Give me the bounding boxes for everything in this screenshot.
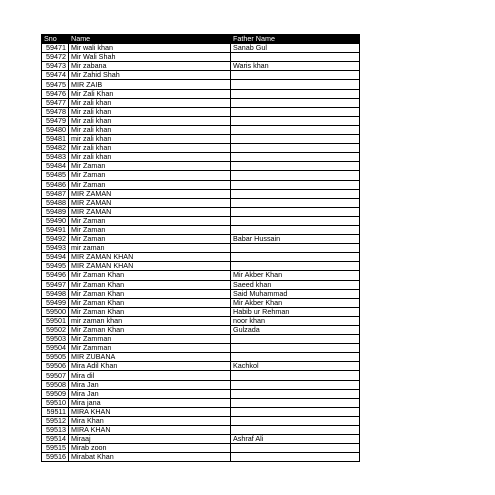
cell-sno[interactable]: 59477	[42, 98, 69, 107]
cell-sno[interactable]: 59493	[42, 244, 69, 253]
table-row	[42, 453, 360, 462]
cell-name[interactable]: Mir Zaman Khan	[69, 271, 231, 280]
table-row	[42, 362, 360, 371]
table-row	[42, 216, 360, 225]
cell-father-name[interactable]	[231, 353, 360, 362]
table-row	[42, 389, 360, 398]
cell-name[interactable]: Mira Adil Khan	[69, 362, 231, 371]
cell-father-name[interactable]	[231, 407, 360, 416]
cell-name[interactable]: MIR ZAMAN KHAN	[69, 253, 231, 262]
table-row	[42, 198, 360, 207]
table-row	[42, 107, 360, 116]
cell-sno[interactable]: 59507	[42, 371, 69, 380]
cell-father-name[interactable]	[231, 98, 360, 107]
table-row	[42, 298, 360, 307]
cell-father-name[interactable]	[231, 416, 360, 425]
cell-name[interactable]: Mir Zaman	[69, 225, 231, 234]
table-row	[42, 98, 360, 107]
cell-sno[interactable]: 59486	[42, 180, 69, 189]
cell-sno[interactable]: 59512	[42, 416, 69, 425]
table-row	[42, 162, 360, 171]
cell-sno[interactable]: 59501	[42, 316, 69, 325]
cell-name[interactable]: Mir Zaman	[69, 235, 231, 244]
cell-sno[interactable]: 59508	[42, 380, 69, 389]
cell-father-name[interactable]	[231, 162, 360, 171]
cell-father-name[interactable]	[231, 444, 360, 453]
cell-name[interactable]: MIR ZAMAN KHAN	[69, 262, 231, 271]
cell-name[interactable]: Mir Zaman Khan	[69, 326, 231, 335]
cell-sno[interactable]: 59497	[42, 280, 69, 289]
table-row	[42, 144, 360, 153]
cell-sno[interactable]: 59499	[42, 298, 69, 307]
cell-father-name[interactable]	[231, 198, 360, 207]
cell-father-name[interactable]: Mir Akber Khan	[231, 298, 360, 307]
cell-sno[interactable]: 59485	[42, 171, 69, 180]
cell-sno[interactable]: 59513	[42, 426, 69, 435]
cell-father-name[interactable]	[231, 225, 360, 234]
cell-father-name[interactable]	[231, 180, 360, 189]
cell-father-name[interactable]	[231, 216, 360, 225]
cell-sno[interactable]: 59482	[42, 144, 69, 153]
cell-sno[interactable]: 59484	[42, 162, 69, 171]
table-row	[42, 125, 360, 134]
table-row	[42, 335, 360, 344]
table-row	[42, 280, 360, 289]
cell-name[interactable]: Mir Zaman	[69, 216, 231, 225]
cell-sno[interactable]: 59500	[42, 307, 69, 316]
cell-name[interactable]: Mir Zaman	[69, 180, 231, 189]
table-row	[42, 371, 360, 380]
cell-name[interactable]: Mir Zaman Khan	[69, 280, 231, 289]
cell-name[interactable]: Mira Jan	[69, 389, 231, 398]
cell-father-name[interactable]	[231, 144, 360, 153]
cell-father-name[interactable]	[231, 244, 360, 253]
cell-name[interactable]: Mir zali khan	[69, 144, 231, 153]
cell-sno[interactable]: 59495	[42, 262, 69, 271]
cell-sno[interactable]: 59502	[42, 326, 69, 335]
header-sno: Sno	[42, 35, 69, 44]
table-row	[42, 407, 360, 416]
cell-name[interactable]: mir zali khan	[69, 135, 231, 144]
cell-father-name[interactable]	[231, 426, 360, 435]
cell-name[interactable]: Mir Zali Khan	[69, 89, 231, 98]
cell-sno[interactable]: 59476	[42, 89, 69, 98]
table-row	[42, 289, 360, 298]
cell-father-name[interactable]: Kachkol	[231, 362, 360, 371]
table-row	[42, 171, 360, 180]
cell-name[interactable]: MIRA KHAN	[69, 407, 231, 416]
cell-father-name[interactable]: Gulzada	[231, 326, 360, 335]
cell-name[interactable]: MIRA KHAN	[69, 426, 231, 435]
cell-sno[interactable]: 59515	[42, 444, 69, 453]
cell-father-name[interactable]	[231, 135, 360, 144]
table-row	[42, 89, 360, 98]
cell-name[interactable]: Mir zali khan	[69, 116, 231, 125]
header-father-name: Father Name	[231, 35, 360, 44]
table-row	[42, 135, 360, 144]
cell-father-name[interactable]: Waris khan	[231, 62, 360, 71]
cell-father-name[interactable]	[231, 207, 360, 216]
cell-name[interactable]: Mira dil	[69, 371, 231, 380]
cell-sno[interactable]: 59506	[42, 362, 69, 371]
cell-father-name[interactable]	[231, 89, 360, 98]
cell-name[interactable]: Mira Jan	[69, 380, 231, 389]
cell-name[interactable]: Mirabat Khan	[69, 453, 231, 462]
cell-sno[interactable]: 59503	[42, 335, 69, 344]
cell-sno[interactable]: 59505	[42, 353, 69, 362]
cell-sno[interactable]: 59496	[42, 271, 69, 280]
cell-father-name[interactable]	[231, 335, 360, 344]
cell-father-name[interactable]	[231, 398, 360, 407]
cell-name[interactable]: Mira jana	[69, 398, 231, 407]
cell-father-name[interactable]: Habib ur Rehman	[231, 307, 360, 316]
cell-name[interactable]: MIR ZAMAN	[69, 207, 231, 216]
cell-father-name[interactable]: Said Muhammad	[231, 289, 360, 298]
cell-name[interactable]: Mir Zamman	[69, 335, 231, 344]
cell-sno[interactable]: 59488	[42, 198, 69, 207]
cell-father-name[interactable]: Saeed khan	[231, 280, 360, 289]
cell-sno[interactable]: 59474	[42, 71, 69, 80]
header-row	[42, 35, 360, 44]
table-row	[42, 316, 360, 325]
cell-father-name[interactable]: Babar Hussain	[231, 235, 360, 244]
cell-sno[interactable]: 59516	[42, 453, 69, 462]
cell-name[interactable]: Miraaj	[69, 435, 231, 444]
cell-name[interactable]: Mir Wali Shah	[69, 53, 231, 62]
table-row	[42, 344, 360, 353]
table-row	[42, 235, 360, 244]
table-row	[42, 353, 360, 362]
cell-father-name[interactable]	[231, 371, 360, 380]
table-row	[42, 253, 360, 262]
cell-father-name[interactable]	[231, 253, 360, 262]
cell-sno[interactable]: 59498	[42, 289, 69, 298]
header-name: Name	[69, 35, 231, 44]
cell-father-name[interactable]	[231, 116, 360, 125]
cell-father-name[interactable]: noor khan	[231, 316, 360, 325]
cell-sno[interactable]: 59514	[42, 435, 69, 444]
table-row	[42, 207, 360, 216]
table-row	[42, 398, 360, 407]
cell-father-name[interactable]	[231, 125, 360, 134]
cell-sno[interactable]: 59473	[42, 62, 69, 71]
table-row	[42, 416, 360, 425]
table-row	[42, 71, 360, 80]
table-row	[42, 444, 360, 453]
cell-name[interactable]: Mir zali khan	[69, 107, 231, 116]
cell-father-name[interactable]: Ashraf Ali	[231, 435, 360, 444]
cell-father-name[interactable]: Sanab Gul	[231, 44, 360, 53]
table-row	[42, 53, 360, 62]
cell-name[interactable]: Mir Zaman	[69, 171, 231, 180]
cell-father-name[interactable]	[231, 389, 360, 398]
table-row	[42, 435, 360, 444]
cell-father-name[interactable]	[231, 344, 360, 353]
cell-name[interactable]: Mir Zaman Khan	[69, 307, 231, 316]
cell-sno[interactable]: 59478	[42, 107, 69, 116]
cell-name[interactable]: Mir Zahid Shah	[69, 71, 231, 80]
cell-sno[interactable]: 59480	[42, 125, 69, 134]
cell-sno[interactable]: 59492	[42, 235, 69, 244]
cell-sno[interactable]: 59511	[42, 407, 69, 416]
cell-sno[interactable]: 59489	[42, 207, 69, 216]
cell-father-name[interactable]	[231, 107, 360, 116]
cell-sno[interactable]: 59481	[42, 135, 69, 144]
cell-name[interactable]: Mir zali khan	[69, 125, 231, 134]
cell-name[interactable]: MIR ZAIB	[69, 80, 231, 89]
table-row	[42, 307, 360, 316]
cell-name[interactable]: Mir Zamman	[69, 344, 231, 353]
cell-sno[interactable]: 59510	[42, 398, 69, 407]
cell-name[interactable]: mir zaman khan	[69, 316, 231, 325]
cell-sno[interactable]: 59471	[42, 44, 69, 53]
cell-name[interactable]: Mir Zaman	[69, 162, 231, 171]
cell-name[interactable]: MIR ZUBANA	[69, 353, 231, 362]
table-row	[42, 62, 360, 71]
table-row	[42, 380, 360, 389]
cell-father-name[interactable]	[231, 53, 360, 62]
cell-name[interactable]: MIR ZAMAN	[69, 189, 231, 198]
table-row	[42, 116, 360, 125]
cell-name[interactable]: Mir zali khan	[69, 153, 231, 162]
cell-father-name[interactable]	[231, 189, 360, 198]
cell-sno[interactable]: 59472	[42, 53, 69, 62]
cell-name[interactable]: Mir Zaman Khan	[69, 289, 231, 298]
table-row	[42, 225, 360, 234]
table-row	[42, 426, 360, 435]
cell-father-name[interactable]	[231, 453, 360, 462]
table-row	[42, 244, 360, 253]
table-row	[42, 262, 360, 271]
cell-father-name[interactable]	[231, 71, 360, 80]
cell-name[interactable]: Mir zabana	[69, 62, 231, 71]
table-row	[42, 80, 360, 89]
cell-name[interactable]: Mirab zoon	[69, 444, 231, 453]
table-row	[42, 326, 360, 335]
records-table	[41, 34, 360, 462]
cell-sno[interactable]: 59487	[42, 189, 69, 198]
table-row	[42, 153, 360, 162]
cell-sno[interactable]: 59504	[42, 344, 69, 353]
cell-name[interactable]: Mir zali khan	[69, 98, 231, 107]
table-row	[42, 271, 360, 280]
cell-father-name[interactable]: Mir Akber Khan	[231, 271, 360, 280]
cell-father-name[interactable]	[231, 153, 360, 162]
cell-sno[interactable]: 59494	[42, 253, 69, 262]
cell-name[interactable]: Mira Khan	[69, 416, 231, 425]
cell-name[interactable]: Mir Zaman Khan	[69, 298, 231, 307]
cell-father-name[interactable]	[231, 80, 360, 89]
cell-sno[interactable]: 59491	[42, 225, 69, 234]
cell-name[interactable]: mir zaman	[69, 244, 231, 253]
table-row	[42, 180, 360, 189]
cell-sno[interactable]: 59479	[42, 116, 69, 125]
cell-sno[interactable]: 59483	[42, 153, 69, 162]
cell-sno[interactable]: 59509	[42, 389, 69, 398]
cell-father-name[interactable]	[231, 171, 360, 180]
cell-father-name[interactable]	[231, 380, 360, 389]
table-row	[42, 189, 360, 198]
cell-sno[interactable]: 59490	[42, 216, 69, 225]
spreadsheet-page	[41, 34, 360, 462]
table-body	[42, 44, 360, 462]
table-row	[42, 44, 360, 53]
cell-sno[interactable]: 59475	[42, 80, 69, 89]
cell-name[interactable]: MIR ZAMAN	[69, 198, 231, 207]
cell-father-name[interactable]	[231, 262, 360, 271]
cell-name[interactable]: Mir wali khan	[69, 44, 231, 53]
